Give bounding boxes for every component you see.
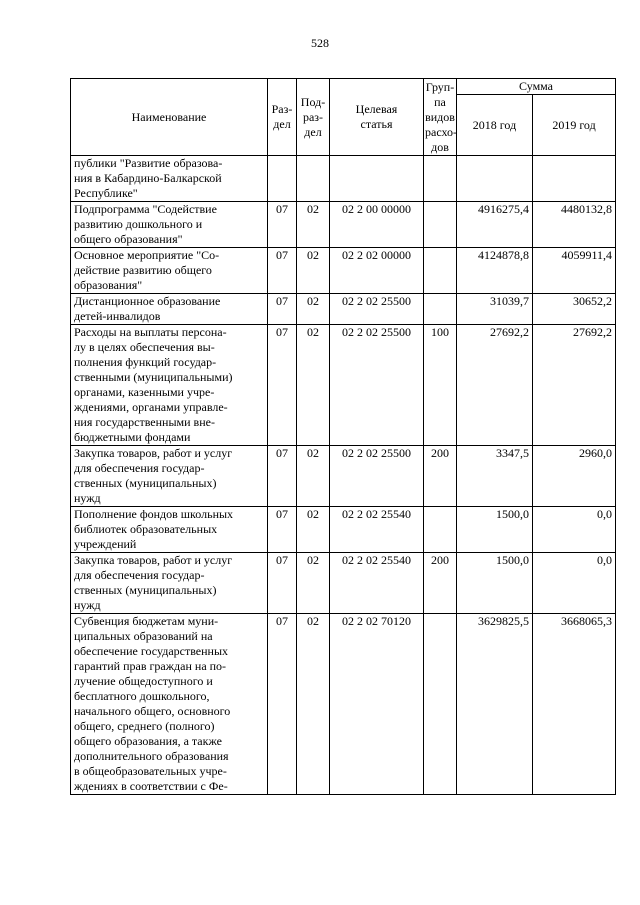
cell-section: 07 bbox=[268, 614, 297, 795]
cell-2018: 1500,0 bbox=[457, 507, 533, 553]
cell-name: Субвенция бюджетам муни- ципальных образований на обеспечение государственных гарантий прав граждан на по- лучение общедоступного и бесплатного дошкольного, начального общего, основного общего, среднего (полного) общего образования, а также дополнительного образования в общеобразовательных учре- ждениях в соответствии с Фе- bbox=[71, 614, 268, 795]
cell-subsection bbox=[297, 156, 330, 202]
cell-subsection: 02 bbox=[297, 446, 330, 507]
table-header bbox=[71, 79, 616, 156]
cell-2019: 4059911,4 bbox=[533, 248, 616, 294]
cell-article bbox=[330, 156, 424, 202]
table-row bbox=[71, 553, 616, 614]
cell-2018: 31039,7 bbox=[457, 294, 533, 325]
header-expense-group bbox=[424, 79, 457, 156]
table-row bbox=[71, 202, 616, 248]
cell-2019: 2960,0 bbox=[533, 446, 616, 507]
cell-2018 bbox=[457, 156, 533, 202]
cell-name: Закупка товаров, работ и услуг для обеспечения государ- ственных (муниципальных) нужд bbox=[71, 446, 268, 507]
header-expense-group-text: Груп- па видов расхо- дов bbox=[425, 79, 458, 154]
cell-subsection: 02 bbox=[297, 614, 330, 795]
cell-2018: 3347,5 bbox=[457, 446, 533, 507]
cell-subsection: 02 bbox=[297, 294, 330, 325]
cell-subsection: 02 bbox=[297, 325, 330, 446]
cell-group bbox=[424, 248, 457, 294]
cell-article: 02 2 02 25500 bbox=[330, 446, 424, 507]
cell-section: 07 bbox=[268, 248, 297, 294]
cell-subsection: 02 bbox=[297, 248, 330, 294]
cell-name: Основное мероприятие "Со- действие развитию общего образования" bbox=[71, 248, 268, 294]
cell-2018: 3629825,5 bbox=[457, 614, 533, 795]
cell-2019: 4480132,8 bbox=[533, 202, 616, 248]
header-year-2018: 2018 год bbox=[457, 95, 533, 156]
cell-2018: 1500,0 bbox=[457, 553, 533, 614]
cell-name: Пополнение фондов школьных библиотек образовательных учреждений bbox=[71, 507, 268, 553]
cell-name: Закупка товаров, работ и услуг для обеспечения государ- ственных (муниципальных) нужд bbox=[71, 553, 268, 614]
header-target-article-text: Целевая статья bbox=[355, 102, 398, 131]
cell-subsection: 02 bbox=[297, 553, 330, 614]
table-row bbox=[71, 446, 616, 507]
cell-2019: 0,0 bbox=[533, 553, 616, 614]
table-row bbox=[71, 325, 616, 446]
cell-group bbox=[424, 294, 457, 325]
cell-article: 02 2 00 00000 bbox=[330, 202, 424, 248]
cell-article: 02 2 02 25500 bbox=[330, 294, 424, 325]
cell-group bbox=[424, 202, 457, 248]
cell-section: 07 bbox=[268, 202, 297, 248]
cell-group: 200 bbox=[424, 553, 457, 614]
page-number: 528 bbox=[311, 36, 329, 50]
cell-group bbox=[424, 614, 457, 795]
header-subsection bbox=[297, 79, 330, 156]
header-subsection-text: Под- раз- дел bbox=[300, 94, 326, 139]
cell-article: 02 2 02 25540 bbox=[330, 553, 424, 614]
cell-2019 bbox=[533, 156, 616, 202]
header-target-article bbox=[330, 79, 424, 156]
cell-group bbox=[424, 507, 457, 553]
header-section-text: Раз- дел bbox=[271, 102, 293, 131]
cell-section: 07 bbox=[268, 553, 297, 614]
header-name: Наименование bbox=[71, 79, 268, 156]
budget-table bbox=[70, 78, 616, 795]
cell-2019: 0,0 bbox=[533, 507, 616, 553]
table-row bbox=[71, 156, 616, 202]
table-body bbox=[71, 156, 616, 795]
cell-2018: 4124878,8 bbox=[457, 248, 533, 294]
cell-name: Подпрограмма "Содействие развитию дошкольного и общего образования" bbox=[71, 202, 268, 248]
cell-2019: 30652,2 bbox=[533, 294, 616, 325]
cell-group: 200 bbox=[424, 446, 457, 507]
table-row bbox=[71, 248, 616, 294]
cell-article: 02 2 02 70120 bbox=[330, 614, 424, 795]
table-row bbox=[71, 614, 616, 795]
cell-section: 07 bbox=[268, 294, 297, 325]
cell-group bbox=[424, 156, 457, 202]
cell-section: 07 bbox=[268, 325, 297, 446]
cell-section: 07 bbox=[268, 446, 297, 507]
header-sum: Сумма bbox=[457, 79, 616, 95]
cell-subsection: 02 bbox=[297, 202, 330, 248]
table-row bbox=[71, 507, 616, 553]
cell-name: публики "Развитие образова- ния в Кабардино-Балкарской Республике" bbox=[71, 156, 268, 202]
cell-article: 02 2 02 25540 bbox=[330, 507, 424, 553]
cell-group: 100 bbox=[424, 325, 457, 446]
cell-article: 02 2 02 00000 bbox=[330, 248, 424, 294]
cell-section: 07 bbox=[268, 507, 297, 553]
cell-section bbox=[268, 156, 297, 202]
cell-subsection: 02 bbox=[297, 507, 330, 553]
cell-article: 02 2 02 25500 bbox=[330, 325, 424, 446]
header-section bbox=[268, 79, 297, 156]
cell-2019: 3668065,3 bbox=[533, 614, 616, 795]
cell-2018: 4916275,4 bbox=[457, 202, 533, 248]
cell-name: Дистанционное образование детей-инвалидов bbox=[71, 294, 268, 325]
header-year-2019: 2019 год bbox=[533, 95, 616, 156]
cell-name: Расходы на выплаты персона- лу в целях обеспечения вы- полнения функций государ- ственными (муниципальными) органами, казенными учре- ждениями, органами управле- ния государственными вне- бюджетными фондами bbox=[71, 325, 268, 446]
table-row bbox=[71, 294, 616, 325]
cell-2018: 27692,2 bbox=[457, 325, 533, 446]
cell-2019: 27692,2 bbox=[533, 325, 616, 446]
